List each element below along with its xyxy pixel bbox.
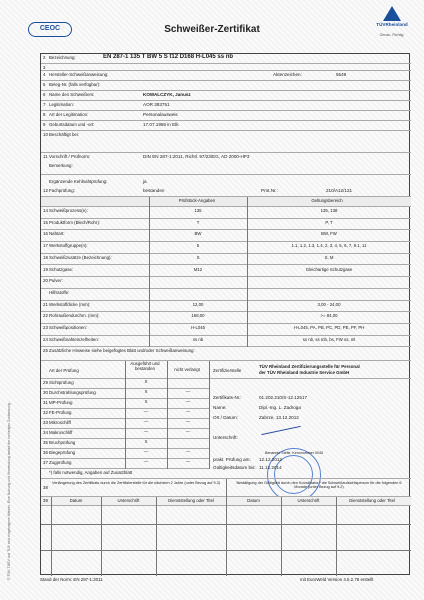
test-not-required: —	[185, 449, 191, 454]
tuv-tagline: Genau. Richtig.	[379, 33, 405, 38]
certificate-form: 2 Bezeichnung: EN 287-1 135 T BW 5 S t12 D168 H-L045 ss nb 3 4 Hersteller-Schweißanweisung: Aktenzeichen: 5549 5 Beleg-Nr. (falls verfügbar): 6 Name des Schweißers: KOWALCZYK, Janusz 7 Legitimation: AOR 383751 8 Art der Legitimation: Personalausweis 9 Geburtsdatum und -ort: 17.07.1959 in Elk 10 Beschäftigt bei: 11 Vorschrift / Prüfnorm: DIN EN 287-1:2011, Richtl. 97/23/EG, AD 2000-HP3 Bemerkung: Ergänzende Kehlnahtprüfung: ja 12 Fachprüfung: bestanden Prot.Nr.: 210/A12/121 Prüfstück-Angaben Geltungsbereich 14 Schweißprozess(e): 135 135, 138 15 Produktform (Blech/Rohr): T P, T 16 Nahtart: BW BW, FW 17 Werkstoffgruppe(n): 5 1.1, 1.2, 1.3, 1.4, 2, 3, 4, 5, 6, 7, 9.1, 11 18 Schweißzusätze (Bezeichnung): S S, M 19 Schutzgase: M12 Gleichartige Schutzgase 20 Pulver: Hilfsstoffe: 21 Werkstoffdicke (mm): 12,00 3,00 - 24,00 22 Rohraußendurchm. (mm): 168,00 >= 84,00 23 Schweißpositionen: H-L045 H-L045, PA, PB, PC, PD, PE, PF, PH 24 Schweißnahteinzelheiten: ss nb ss nb, ss mb, bs, FW ss, ml 25 Zusätzliche Hinweise siehe beigefügtes Blatt und/oder Schweißanweisung: Art der Prüfung Ausgeführt und bestanden nicht verlangt Zertifizierstelle TÜV Rheinland Zertifizierungsstelle für Personal der TÜV Rheinland Industrie Service GmbH 29 Sichtprüfung X 30 Durchstrahlungsprüfung X — 31 MP-Prüfung X — 32 FE-Prüfung — — 33 Mikroschliff — — 34 Makroschliff — — 35 Bruchprüfung X 36 Biegeprüfung — — 37 Zugprüfung — — Zertifikats-Nr.: 01.202.210/S-12.12517 Name: Dipl.-Ing. L. Zadroga Ort / Datum: Zabrze, 13.12.2012 Unterschrift: Benannte Stelle, Kennnummer 0045 prakt. Prüfung am: 12.12.2012 Gültigkeitsdatum bis: 11.12.2014 *) falls notwendig, Angaben auf Zusatzblatt 38 Verlängerung des Zertifikats durch die Zertifizierstelle für die nächsten 2 Jahre (unter Bezug auf 9.3) Bestätigung der Gültigkeit durch den Koordinator / die Schweißaufsichtsperson für die folgenden 6 Monate (unter Bezug auf 9.2) 39 Datum Unterschrift Dienststellung oder Titel Datum Unterschrift Dienststellung oder Titel	[40, 53, 410, 575]
header	[0, 0, 424, 52]
param-specimen: 135	[194, 208, 202, 213]
row-designation: 2 Bezeichnung: EN 287-1 135 T BW 5 S t12 D168 H-L045 ss nb	[41, 54, 411, 64]
param-row: 14 Schweißprozess(e): 135 135, 138	[41, 207, 411, 219]
test-done: —	[143, 459, 149, 464]
test-row: 31 MP-Prüfung X —	[41, 399, 209, 409]
footer-software: mit EuroWeld Version 4.5.2.78 erstellt	[300, 577, 374, 582]
designation-value: EN 287-1 135 T BW 5 S t12 D168 H-L045 ss nb	[103, 54, 234, 60]
row-birth: 9 Geburtsdatum und -ort: 17.07.1959 in Elk	[41, 121, 411, 131]
params-header: Prüfstück-Angaben Geltungsbereich	[41, 197, 411, 207]
row-3: 3	[41, 64, 411, 71]
test-done: X	[144, 379, 148, 384]
row-beleg: 5 Beleg-Nr. (falls verfügbar):	[41, 81, 411, 91]
param-row: 23 Schweißpositionen: H-L045 H-L045, PA, PB, PC, PD, PE, PF, PH	[41, 324, 411, 336]
param-specimen: 5	[196, 243, 200, 249]
test-row: 37 Zugprüfung — —	[41, 459, 209, 469]
test-row: 32 FE-Prüfung — —	[41, 409, 209, 419]
row-fillet: Ergänzende Kehlnahtprüfung: ja	[49, 179, 147, 184]
welder-name: KOWALCZYK, Janusz	[143, 92, 191, 97]
tuv-logo-text: TÜVRheinland	[376, 22, 408, 27]
test-not-required: —	[185, 389, 191, 394]
param-row: 15 Produktform (Blech/Rohr): T P, T	[41, 219, 411, 231]
param-row: 16 Nahtart: BW BW, FW	[41, 230, 411, 242]
tuv-logo	[372, 6, 412, 46]
param-range: 3,00 - 24,00	[317, 301, 341, 307]
param-range: 1.1, 1.2, 1.3, 1.4, 2, 3, 4, 5, 6, 7, 9.1, 11	[291, 243, 367, 249]
stamp-caption: Benannte Stelle, Kennnummer 0045	[265, 451, 323, 455]
ceoc-logo: CEOC	[28, 22, 72, 37]
param-specimen: ss nb	[192, 336, 204, 342]
footer-standard: Stand der Norm: EN 287-1:2011	[40, 577, 103, 582]
test-not-required: —	[185, 399, 191, 404]
test-row: 29 Sichtprüfung X	[41, 379, 209, 389]
param-range: S, M	[324, 254, 334, 260]
examiner-name: Dipl.-Ing. L. Zadroga	[259, 405, 301, 410]
test-done: —	[143, 419, 149, 424]
param-range: BW, FW	[321, 231, 337, 237]
practical-test-date: 12.12.2012	[259, 457, 282, 462]
param-specimen: 12,00	[192, 301, 204, 307]
test-done: X	[144, 399, 148, 404]
row-welder-name: 6 Name des Schweißers: KOWALCZYK, Janusz	[41, 91, 411, 101]
row-wps: 4 Hersteller-Schweißanweisung: Aktenzeichen: 5549	[41, 71, 411, 81]
row-id: 7 Legitimation: AOR 383751	[41, 101, 411, 111]
param-row: 17 Werkstoffgruppe(n): 5 1.1, 1.2, 1.3, 1.4, 2, 3, 4, 5, 6, 7, 9.1, 11	[41, 242, 411, 254]
param-row: 20 Pulver:	[41, 277, 411, 289]
param-range: >= 84,00	[320, 313, 338, 319]
extension-header: 38 Verlängerung des Zertifikats durch die Zertifizierstelle für die nächsten 2 Jahre (unter Bezug auf 9.3) Bestätigung der Gültigkeit durch den Koordinator / die Schweißaufsichtsperson für die folgenden 6 Monate (unter Bezug auf 9.2)	[41, 479, 411, 497]
standard-value: DIN EN 287-1:2011, Richtl. 97/23/EG, AD 2000-HP3	[143, 154, 250, 159]
param-row: 22 Rohraußendurchm. (mm): 168,00 >= 84,00	[41, 312, 411, 324]
extension-columns: 39 Datum Unterschrift Dienststellung oder Titel Datum Unterschrift Dienststellung oder Titel	[41, 497, 411, 506]
param-row: 24 Schweißnahteinzelheiten: ss nb ss nb, ss mb, bs, FW ss, ml	[41, 336, 411, 348]
tests-divider-3	[209, 361, 210, 469]
row-standard: 11 Vorschrift / Prüfnorm: DIN EN 287-1:2011, Richtl. 97/23/EG, AD 2000-HP3 Bemerkung:	[41, 153, 411, 175]
param-row: 19 Schutzgase: M12 Gleichartige Schutzgase	[41, 266, 411, 278]
test-done: X	[144, 439, 148, 444]
param-row: 21 Werkstoffdicke (mm): 12,00 3,00 - 24,00	[41, 301, 411, 313]
test-row: 35 Bruchprüfung X	[41, 439, 209, 449]
test-not-required: —	[185, 459, 191, 464]
page-title: Schweißer-Zertifikat	[164, 24, 260, 35]
test-row: 30 Durchstrahlungsprüfung X —	[41, 389, 209, 399]
params-divider-1	[149, 197, 150, 347]
test-not-required: —	[185, 409, 191, 414]
param-range: ss nb, ss mb, bs, FW ss, ml	[302, 336, 356, 342]
param-specimen: BW	[194, 231, 202, 237]
test-done: —	[143, 449, 149, 454]
tests-divider-2	[167, 361, 168, 469]
tuv-triangle-icon	[383, 6, 401, 21]
certificate-number: 01.202.210/S-12.12517	[259, 395, 308, 400]
signature	[261, 426, 300, 435]
param-row: Hilfsstoffe:	[41, 289, 411, 301]
row-notes: 25 Zusätzliche Hinweise siehe beigefügtes Blatt und/oder Schweißanweisung:	[41, 347, 411, 361]
params-divider-2	[247, 197, 248, 347]
param-range: 135, 138	[320, 208, 338, 213]
test-row: 36 Biegeprüfung — —	[41, 449, 209, 459]
param-specimen: S	[196, 254, 200, 260]
file-number: 5549	[336, 72, 347, 77]
row-knowledge-test: 12 Fachprüfung: bestanden Prot.Nr.: 210/A12/121	[41, 187, 411, 197]
protocol-number: 210/A12/121	[326, 188, 353, 193]
place-date: Zabrze, 13.12.2012	[259, 415, 299, 420]
param-range: Gleichartige Schutzgase	[305, 266, 353, 272]
param-specimen: H-L045	[190, 325, 206, 330]
test-done: X	[144, 389, 148, 394]
tests-divider-1	[125, 361, 126, 469]
test-done: —	[143, 409, 149, 414]
param-range: P, T	[325, 219, 333, 225]
test-done: —	[143, 429, 149, 434]
param-range: H-L045, PA, PB, PC, PD, PE, PF, PH	[293, 325, 365, 330]
valid-until: 11.12.2014	[259, 465, 282, 470]
param-specimen: T	[196, 219, 200, 225]
test-not-required: —	[185, 419, 191, 424]
footnote-row: *) falls notwendig, Angaben auf Zusatzblatt	[41, 469, 411, 479]
row-employer: 10 Beschäftigt bei:	[41, 131, 411, 153]
side-note: © TÜV, TUEV und TUV sind eingetragene Marken. Eine Nutzung und Verwendung bedarf der vorherigen Zustimmung.	[7, 402, 11, 580]
param-specimen: M12	[193, 266, 203, 272]
test-not-required: —	[185, 429, 191, 434]
tests-header: Art der Prüfung Ausgeführt und bestanden nicht verlangt Zertifizierstelle TÜV Rheinland Zertifizierungsstelle für Personal der TÜV Rheinland Industrie Service GmbH	[41, 361, 411, 379]
test-row: 33 Mikroschliff — —	[41, 419, 209, 429]
param-row: 18 Schweißzusätze (Bezeichnung): S S, M	[41, 254, 411, 266]
row-id-type: 8 Art der Legitimation: Personalausweis	[41, 111, 411, 121]
param-specimen: 168,00	[191, 313, 205, 319]
test-row: 34 Makroschliff — —	[41, 429, 209, 439]
designation-label: Bezeichnung:	[49, 55, 76, 60]
